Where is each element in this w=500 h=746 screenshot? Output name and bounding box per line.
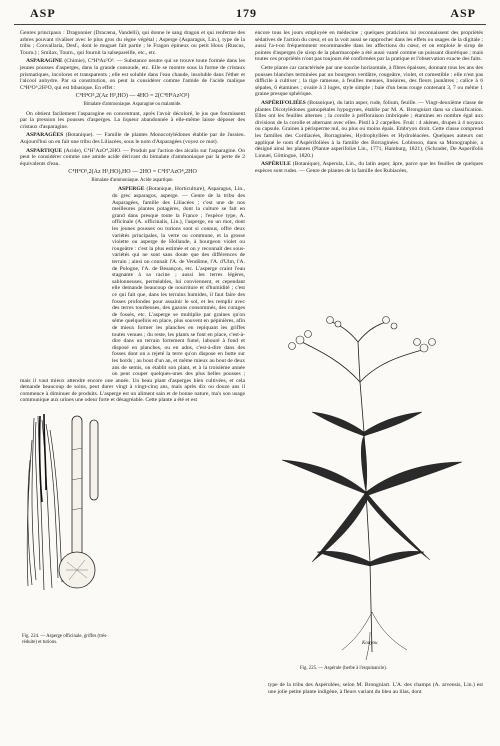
asparagees-entry <box>20 132 245 145</box>
header-left: ASP <box>30 6 56 20</box>
figure-asperule <box>262 312 477 667</box>
asparagus-illustration <box>22 410 112 632</box>
header-rule <box>14 24 486 25</box>
page-number: 179 <box>236 6 257 20</box>
left-column <box>20 30 245 406</box>
asperifoliees-entry <box>255 100 483 159</box>
asperule-continued <box>268 682 483 697</box>
figure-224-caption: Fig. 224. — Asperge officinale, griffes (très-réduite) et turions. <box>22 634 108 645</box>
asperule-continued-text: type de la tribu des Aspérulées, selon M. Brongniart. L'A. des champs (A. arvensis, Lin.) est une jolie petite plante indigène, à fleurs variant du bleu au lilas, dont <box>268 682 483 695</box>
asperge-text: (Botanique, Horticulture), Asparagus, Lin., du grec asparagos, asperge. — Genre de la tribu des Asparagées, famille des Liliacées ; c'est une de nos meilleures plantes potagères, dont la culture se fait en grand dans presque toute la France ; l'espèce type, A. officinale (A. officinalis, Lin.), l'asperge, en un mot, dont les jeunes pousses ou turions sont si connus, offre deux variétés principales, la verte ou commune, et la grosse violette ou asperge de Hollande, à bourgeon violet ou rougeâtre : c'est la plus estimée et on y reconnaît des sous-variétés qui ne sont sans doute que des différences de terrain ; ainsi on connaît l'A. de Vendôme, l'A. d'Ulm, l'A. de Pologne, l'A. de Besançon, etc. L'asperge craint l'eau stagnante à sa racine ; aussi les terres légères, sablonneuses, perméables, lui conviennent, et cependant elle demande beaucoup de nourriture et d'humidité ; c'est ce qui fait que, dans les terrains humides, il faut faire des fosses profondes pour assainir le sol, et les remplir avec des terres tourbeuses, des gazons consommés, des curages de fossés, etc. L'asperge se multiplie par graines qu'on sème quelquefois en place, plus souvent en pépinières, afin de mieux former les planches en repiquant les griffes toutes venues ; du reste, les plants se font en place, c'est-à-dire dans un terrain fortement fumé, labouré à fond et disposé en planches, ou en ados, c'est-à-dire dans des fosses dont on a rejeté la terre qu'on dispose en butte sur les bords ; au bout d'un an, et même mieux au bout de deux ans de semis, on établit son plant, et à la troisième année on peut couper quelques-unes des plus belles pousses ; mais il vaut mieux attendre encore une année. Un beau plant d'asperges bien cultivées, et cela demande beaucoup de soins, peut durer vingt à vingt-cinq ans, mais après dix ou douze ans il commence à diminuer de produits. L'asperge est un aliment sain et de bonne nature, ma's son usage communique aux urines une odeur forte et désagréable. Cette plante a été et est <box>20 186 245 404</box>
aspartique-entry <box>20 148 245 168</box>
genus-paragraph: Genres principaux : Dragonnier (Dracæna, Vandelli), qui donne le sang dragon et qui renferme des arbres pouvant rivaliser avec le plus gros du règne végétal ; Asperge (Asparagus, Lin.), type de la tribu ; Convallaria, Desf., dont le muguet fait partie ; le Fragon épineux ou petit Houx (Ruscus, Tourn.) ; Smilax, Tourn., qui fournit la salsepareille, etc., etc. <box>20 30 245 56</box>
asparagine-headword: ASPARAGINE <box>26 58 63 65</box>
asperule-headword: ASPÉRULE <box>261 161 291 168</box>
asparagine-text: (Chimie), C⁴H⁸Az²O³. — Substance neutre qui se trouve toute formée dans les jeunes pousses d'asperges, dans la grande consoude, etc. Elle se montre sous la forme de cristaux prismatiques, incolores et transparents ; elle est soluble dans l'eau chaude, insoluble dans l'éther et l'alcool anhydre. Par sa constitution, on peut la considérer comme l'amide de l'acide malique C⁴H⁶O⁵,2H²O, qui est bibasique. En effet : <box>20 58 245 91</box>
asperule-text: (Botanique), Asperula, Lin., du latin asper, âpre, parce que les feuilles de quelques espèces sont rudes. — Genre de plantes de la famille des Rubiacées, <box>255 161 483 174</box>
figure-224-float <box>20 186 112 376</box>
equation-2-caption: Bimalate d'ammoniaque. Acide aspartique. <box>91 177 174 183</box>
equation-1: C⁴H⁴O⁵,2(Az H³,HO) — 4HO = 2(C⁴H⁸Az²O³) <box>75 93 190 100</box>
asperge-description: Cette plante car caractérisée par une souche horizontale, à fibres épaisses, donnant tous les ans des pousses blanches terminées par un bourgeon verdâtre, rougeâtre, violet, et comestible : elle n'est pas difficile à cultiver ; la tige rameuse, à feuilles menues, linéaires, des fleurs jaunâtres ; calice à 6 sépales, 6 étamines ; ovaire à 3 loges, style simple ; baie d'un beau rouge contenant 3, 7 ou même 1 graine presque sphérique. <box>255 64 483 98</box>
asperifoliees-headword: ASPÉRIFOLIÉES <box>261 99 306 106</box>
running-header <box>18 6 482 22</box>
header-right: ASP <box>450 6 476 20</box>
asperge-continued: encore tous les jours employée en médecine ; quelques praticiens lui reconnaissent des propriétés sédatives de l'action du cœur, et on la voit aussi se rapprocher dans les effets ou usages de la digitale ; aussi l'a-t-on fréquemment recommandée dans les affections du cœur, et on emploie le sirop de pointes d'asperges (le sirop de la pharmacopée a été aussi vanté comme un puissant diurétique ; mais toutes ces propriétés n'ont pas toujours été confirmées par la pratique et l'observation exacte des faits. <box>255 30 483 63</box>
right-column <box>255 30 483 176</box>
asperge-headword: ASPERGE <box>118 186 145 193</box>
asparagees-text: (Botanique). — Famille de plantes Monocotylédones établie par de Jussieu. Aujourd'hui on en fait une tribu des Liliacées, sous le nom d'Asparagées (voyez ce mot). <box>20 132 246 145</box>
figure-225-caption: Fig. 225. — Aspérule (herbe à l'esquinancie). <box>300 666 388 671</box>
asparagine-entry <box>20 58 245 91</box>
asperifoliees-text: (Botanique), du latin asper, rude, folium, feuille. — Vingt-deuxième classe de plantes Dicotylédones gamopétales hypogynes, établie par M. A. Brongniart dans sa classification. Elles ont les feuilles alternes ; la corolle à préfloraison imbriquée ; étamines en nombre égal aux divisions de la corolle et alternant avec elles. Pistil à 2 carpelles. Fruit : 4 akènes, drupes à 4 noyaux ou capsule. Graines à périsperme nul, ou plus ou moins épais. Embryon droit. Cette classe comprend les familles des Cordiacées, Borraginées, Hydrophyllées et Hydroléacées. Quelques auteurs ont appliqué le nom d'Aspérifoliées à la famille des Borraginées. Lobinson, dans sa Monographie, a désigné ainsi les plantes (Plantæ asperifoliæ Lin., 1771, Hamburg, 1821), (Schrader, De Asperifolis Linnæi, Göttingue, 1820.) <box>255 99 483 159</box>
asparagees-headword: ASPARAGÉES <box>26 132 64 139</box>
asperule-illustration <box>262 312 477 667</box>
aspartique-headword: ASPARTIQUE <box>26 147 63 154</box>
figure-asparagus <box>22 410 112 632</box>
asparagine-preparation: On obtient facilement l'asparagine en concentrant, après l'avoir décoloré, le jus que fournissent par la pression les pousses d'asperges. La liqueur abandonnée à elle-même laisse déposer des cristaux d'asparagine. <box>20 110 245 130</box>
asperule-entry <box>255 161 483 174</box>
equation-1-caption: Bimalate d'ammoniaque. Asparagine ou malamide. <box>83 101 182 107</box>
equation-2: C⁴H⁴O⁵,2(Az H³,HO),HO — 2HO = C⁴H⁷AzO⁴,2HO <box>68 169 197 176</box>
figure-225-label: Kouyou <box>362 641 378 646</box>
aspartique-text: (Acide), C⁴H⁷AzO⁴,2HO. — Produit par l'action des alcalis sur l'asparagine. On peut le considérer comme une amide acide dérivant du bimalate d'ammoniaque par la perte de 2 équivalents d'eau. <box>20 147 245 167</box>
